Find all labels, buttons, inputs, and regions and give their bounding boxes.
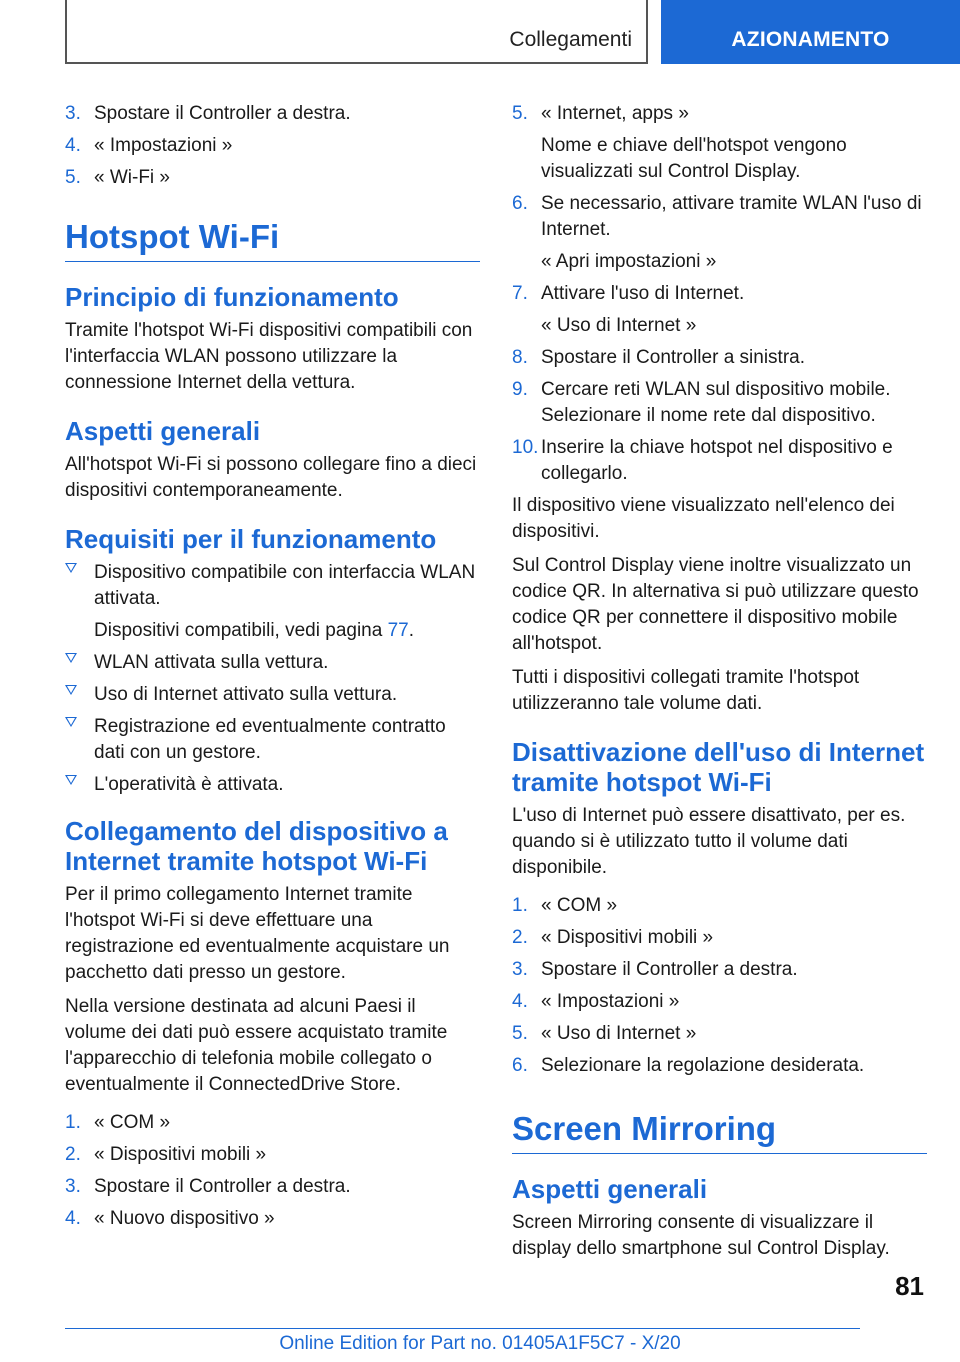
list-item bbox=[512, 957, 927, 983]
req-text: Dispositivo compatibile con interfaccia WLAN attivata. bbox=[94, 562, 476, 609]
triangle-bullet-icon bbox=[65, 775, 77, 785]
heading-screen-mirroring: Screen Mirroring bbox=[512, 1109, 927, 1154]
list-item bbox=[512, 377, 927, 429]
header-section-title: Collegamenti bbox=[509, 28, 632, 51]
req-text: Uso di Internet attivato sulla vettura. bbox=[94, 684, 398, 705]
step-number: 9. bbox=[512, 379, 528, 400]
list-item bbox=[65, 1142, 480, 1168]
step-text: Spostare il Controller a sinistra. bbox=[541, 347, 805, 368]
triangle-bullet-icon bbox=[65, 685, 77, 695]
list-item bbox=[512, 345, 927, 371]
step-text: Spostare il Controller a destra. bbox=[94, 103, 351, 124]
list-item bbox=[512, 435, 927, 487]
step-text: Cercare reti WLAN sul dispositivo mobile. Selezionare il nome rete dal dispositivo. bbox=[541, 379, 891, 426]
heading-requisiti: Requisiti per il funzionamento bbox=[65, 524, 437, 554]
result-text-2: Sul Control Display viene inoltre visualizzato un codice QR. In alternativa si può utilizzare questo codice QR per connettere il dispositivo mobile all'hotspot. bbox=[512, 555, 919, 654]
list-item bbox=[65, 133, 480, 159]
list-item bbox=[65, 1174, 480, 1200]
step-text: « Wi-Fi » bbox=[94, 167, 170, 188]
list-item bbox=[512, 989, 927, 1015]
step-number: 6. bbox=[512, 193, 528, 214]
step-text: « Uso di Internet » bbox=[541, 1023, 697, 1044]
steps-list-a bbox=[65, 101, 480, 191]
step-sub: Nome e chiave dell'hotspot vengono visualizzati sul Control Display. bbox=[541, 135, 847, 182]
step-text: Spostare il Controller a destra. bbox=[541, 959, 798, 980]
header-section-box bbox=[65, 0, 648, 64]
steps-list-c bbox=[512, 893, 927, 1079]
list-item bbox=[65, 101, 480, 127]
list-item bbox=[65, 772, 480, 798]
right-column bbox=[512, 101, 927, 1270]
step-text: « Impostazioni » bbox=[94, 135, 233, 156]
step-text: Inserire la chiave hotspot nel dispositivo e collegarlo. bbox=[541, 437, 893, 484]
step-number: 5. bbox=[65, 167, 81, 188]
triangle-bullet-icon bbox=[65, 717, 77, 727]
aspetti-text: All'hotspot Wi-Fi si possono collegare fino a dieci dispositivi contemporaneamente. bbox=[65, 454, 477, 501]
list-item bbox=[65, 1206, 480, 1232]
heading-aspetti-generali: Aspetti generali bbox=[65, 416, 261, 446]
step-text: « Nuovo dispositivo » bbox=[94, 1208, 275, 1229]
heading-collegamento: Collegamento del dispositivo a Internet tramite hotspot Wi-Fi bbox=[65, 816, 448, 876]
triangle-bullet-icon bbox=[65, 653, 77, 663]
result-text-1: Il dispositivo viene visualizzato nell'elenco dei dispositivi. bbox=[512, 495, 895, 542]
list-item bbox=[512, 281, 927, 307]
list-item bbox=[512, 1021, 927, 1047]
step-sub: « Apri impostazioni » bbox=[541, 251, 717, 272]
heading-hotspot-wifi: Hotspot Wi-Fi bbox=[65, 217, 480, 262]
step-number: 4. bbox=[65, 1208, 81, 1229]
list-item bbox=[512, 893, 927, 919]
step-number: 3. bbox=[65, 103, 81, 124]
requisiti-list bbox=[65, 560, 480, 798]
page-link[interactable]: 77 bbox=[387, 620, 409, 641]
list-item bbox=[65, 1110, 480, 1136]
step-text: Attivare l'uso di Internet. bbox=[541, 283, 745, 304]
step-number: 10. bbox=[512, 437, 539, 458]
step-number: 4. bbox=[65, 135, 81, 156]
step-number: 2. bbox=[65, 1144, 81, 1165]
req-text: WLAN attivata sulla vettura. bbox=[94, 652, 329, 673]
step-number: 8. bbox=[512, 347, 528, 368]
step-text: « Internet, apps » bbox=[541, 103, 689, 124]
page-number: 81 bbox=[895, 1271, 924, 1301]
step-sub: « Uso di Internet » bbox=[541, 315, 697, 336]
list-item bbox=[65, 682, 480, 708]
req-text: L'operatività è attivata. bbox=[94, 774, 284, 795]
req-sub: Dispositivi compatibili, vedi pagina 77. bbox=[94, 620, 415, 641]
step-text: « Dispositivi mobili » bbox=[94, 1144, 267, 1165]
step-number: 5. bbox=[512, 103, 528, 124]
step-text: « Impostazioni » bbox=[541, 991, 680, 1012]
step-number: 4. bbox=[512, 991, 528, 1012]
step-number: 7. bbox=[512, 283, 528, 304]
heading-disattivazione: Disattivazione dell'uso di Internet tramite hotspot Wi-Fi bbox=[512, 737, 925, 797]
list-item bbox=[512, 191, 927, 243]
step-text: Se necessario, attivare tramite WLAN l'uso di Internet. bbox=[541, 193, 922, 240]
req-text: Registrazione ed eventualmente contratto dati con un gestore. bbox=[94, 716, 446, 763]
step-number: 1. bbox=[65, 1112, 81, 1133]
step-number: 1. bbox=[512, 895, 528, 916]
list-item bbox=[65, 650, 480, 676]
step-number: 3. bbox=[65, 1176, 81, 1197]
list-item bbox=[65, 165, 480, 191]
footer-divider bbox=[65, 1328, 860, 1329]
step-number: 3. bbox=[512, 959, 528, 980]
collegamento-text-1: Per il primo collegamento Internet tramite l'hotspot Wi-Fi si deve effettuare una registrazione ed eventualmente acquistare un pacchetto dati presso un gestore. bbox=[65, 884, 450, 983]
collegamento-text-2: Nella versione destinata ad alcuni Paesi il volume dei dati può essere acquistato tramite l'apparecchio di telefonia mobile collegato o eventualmente il ConnectedDrive Store. bbox=[65, 996, 448, 1095]
step-text: Selezionare la regolazione desiderata. bbox=[541, 1055, 865, 1076]
step-number: 6. bbox=[512, 1055, 528, 1076]
step-text: « COM » bbox=[541, 895, 618, 916]
result-text-3: Tutti i dispositivi collegati tramite l'hotspot utilizzeranno tale volume dati. bbox=[512, 667, 860, 714]
step-text: « Dispositivi mobili » bbox=[541, 927, 714, 948]
step-text: « COM » bbox=[94, 1112, 171, 1133]
triangle-bullet-icon bbox=[65, 563, 77, 573]
footer-edition: Online Edition for Part no. 01405A1F5C7 - X/20 bbox=[279, 1333, 681, 1354]
steps-list-b bbox=[65, 1110, 480, 1232]
header-chapter-tab bbox=[661, 0, 960, 64]
step-number: 2. bbox=[512, 927, 528, 948]
list-item bbox=[512, 101, 927, 127]
step-number: 5. bbox=[512, 1023, 528, 1044]
list-item bbox=[512, 925, 927, 951]
steps-list-continued bbox=[512, 101, 927, 487]
list-item bbox=[65, 714, 480, 766]
header-chapter-title: AZIONAMENTO bbox=[731, 28, 890, 51]
list-item bbox=[512, 1053, 927, 1079]
list-item bbox=[65, 560, 480, 612]
principio-text: Tramite l'hotspot Wi-Fi dispositivi compatibili con l'interfaccia WLAN possono utilizzare la connessione Internet della vettura. bbox=[65, 320, 473, 393]
sm-text: Screen Mirroring consente di visualizzare il display dello smartphone sul Control Display. bbox=[512, 1212, 890, 1259]
heading-principio: Principio di funzionamento bbox=[65, 282, 399, 312]
disattivazione-text: L'uso di Internet può essere disattivato, per es. quando si è utilizzato tutto il volume dati disponibile. bbox=[512, 805, 906, 878]
heading-sm-aspetti: Aspetti generali bbox=[512, 1174, 708, 1204]
step-text: Spostare il Controller a destra. bbox=[94, 1176, 351, 1197]
left-column bbox=[65, 101, 480, 1238]
